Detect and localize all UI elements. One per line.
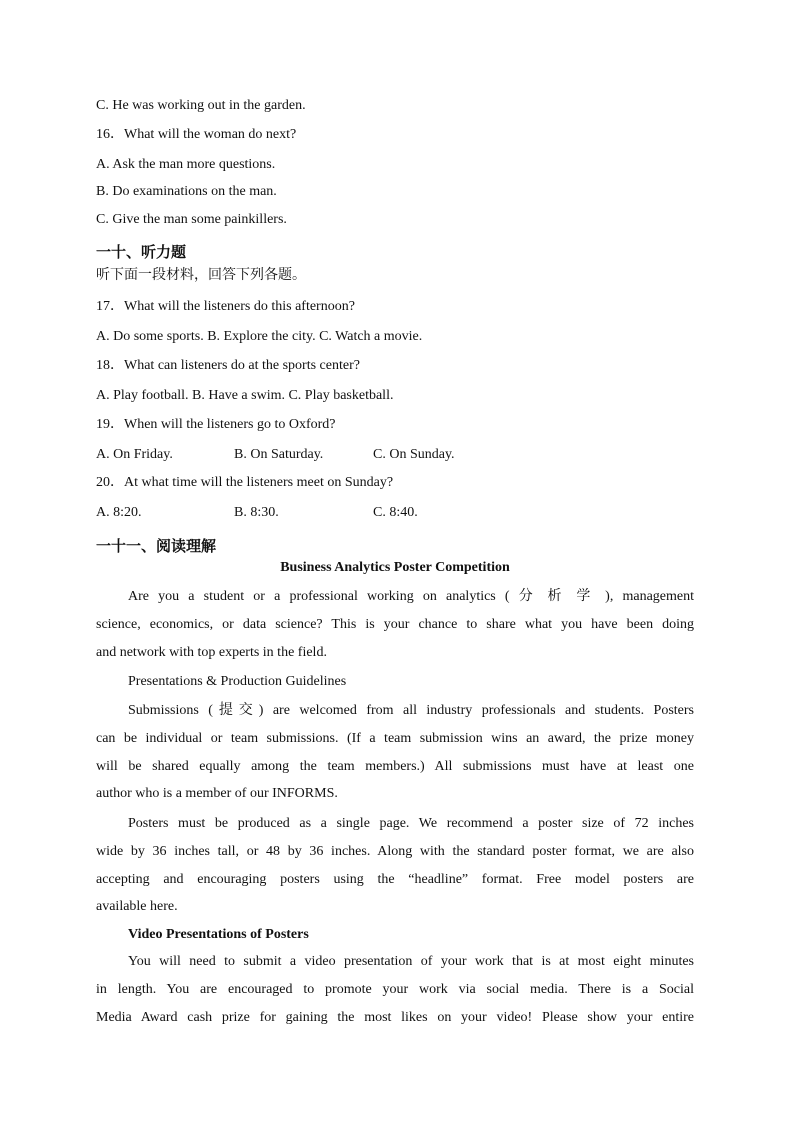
article-paragraph-1 [96, 583, 694, 666]
paragraph-line: author who is a member of our INFORMS. [96, 786, 338, 802]
paragraph-line: Posters must be produced as a single page. We recommend a poster size of 72 inches [128, 816, 694, 831]
section-10-instruction: 听下面一段材料，回答下列各题。 [96, 267, 306, 283]
section-10-heading: 一十、听力题 [96, 243, 187, 261]
article-paragraph-4 [96, 948, 694, 1031]
section-11-heading: 一十一、阅读理解 [96, 537, 217, 555]
q16-option-b: B. Do examinations on the man. [96, 184, 277, 199]
paragraph-line: You will need to submit a video presentation of your work that is at most eight minutes [128, 954, 694, 969]
paragraph-line: Are you a student or a professional working on analytics ( 分 析 学 ), management [128, 589, 694, 604]
q16-question: 16．What will the woman do next? [96, 127, 297, 142]
q17-options: A. Do some sports. B. Explore the city. C. Watch a movie. [96, 329, 423, 344]
paragraph-line: Submissions (提交) are welcomed from all industry professionals and students. Posters [128, 703, 694, 718]
paragraph-line: available here. [96, 899, 178, 915]
q15-option-c: C. He was working out in the garden. [96, 98, 306, 113]
q20-question: 20．At what time will the listeners meet on Sunday? [96, 475, 394, 490]
article-paragraph-2 [96, 697, 694, 808]
q18-options: A. Play football. B. Have a swim. C. Play basketball. [96, 388, 394, 403]
q18-question: 18．What can listeners do at the sports center? [96, 358, 360, 373]
q19-question: 19．When will the listeners go to Oxford? [96, 417, 336, 432]
paragraph-line: will be shared equally among the team members.) All submissions must have at least one [96, 758, 694, 774]
paragraph-line: wide by 36 inches tall, or 48 by 36 inches. Along with the standard poster format, we are also [96, 843, 694, 859]
paragraph-line: accepting and encouraging posters using the “headline” format. Free model posters are [96, 871, 694, 887]
paragraph-line: in length. You are encouraged to promote your work via social media. There is a Social [96, 981, 694, 997]
article-paragraph-3 [96, 810, 694, 921]
q20-option-c: C. 8:40. [373, 505, 418, 520]
video-heading: Video Presentations of Posters [128, 927, 309, 942]
q16-option-c: C. Give the man some painkillers. [96, 212, 287, 227]
q20-option-b: B. 8:30. [234, 505, 279, 520]
q19-option-b: B. On Saturday. [234, 447, 324, 462]
article-title: Business Analytics Poster Competition [280, 560, 510, 575]
paragraph-line: and network with top experts in the field. [96, 644, 327, 660]
q19-option-a: A. On Friday. [96, 447, 173, 462]
q19-option-c: C. On Sunday. [373, 447, 455, 462]
q17-question: 17．What will the listeners do this afternoon? [96, 299, 355, 314]
q16-option-a: A. Ask the man more questions. [96, 157, 276, 172]
q20-option-a: A. 8:20. [96, 505, 142, 520]
paragraph-line: Media Award cash prize for gaining the most likes on your video! Please show your entire [96, 1009, 694, 1025]
guidelines-heading: Presentations & Production Guidelines [128, 674, 347, 689]
paragraph-line: can be individual or team submissions. (If a team submission wins an award, the prize money [96, 730, 694, 746]
paragraph-line: science, economics, or data science? This is your chance to share what you have been doing [96, 616, 694, 632]
